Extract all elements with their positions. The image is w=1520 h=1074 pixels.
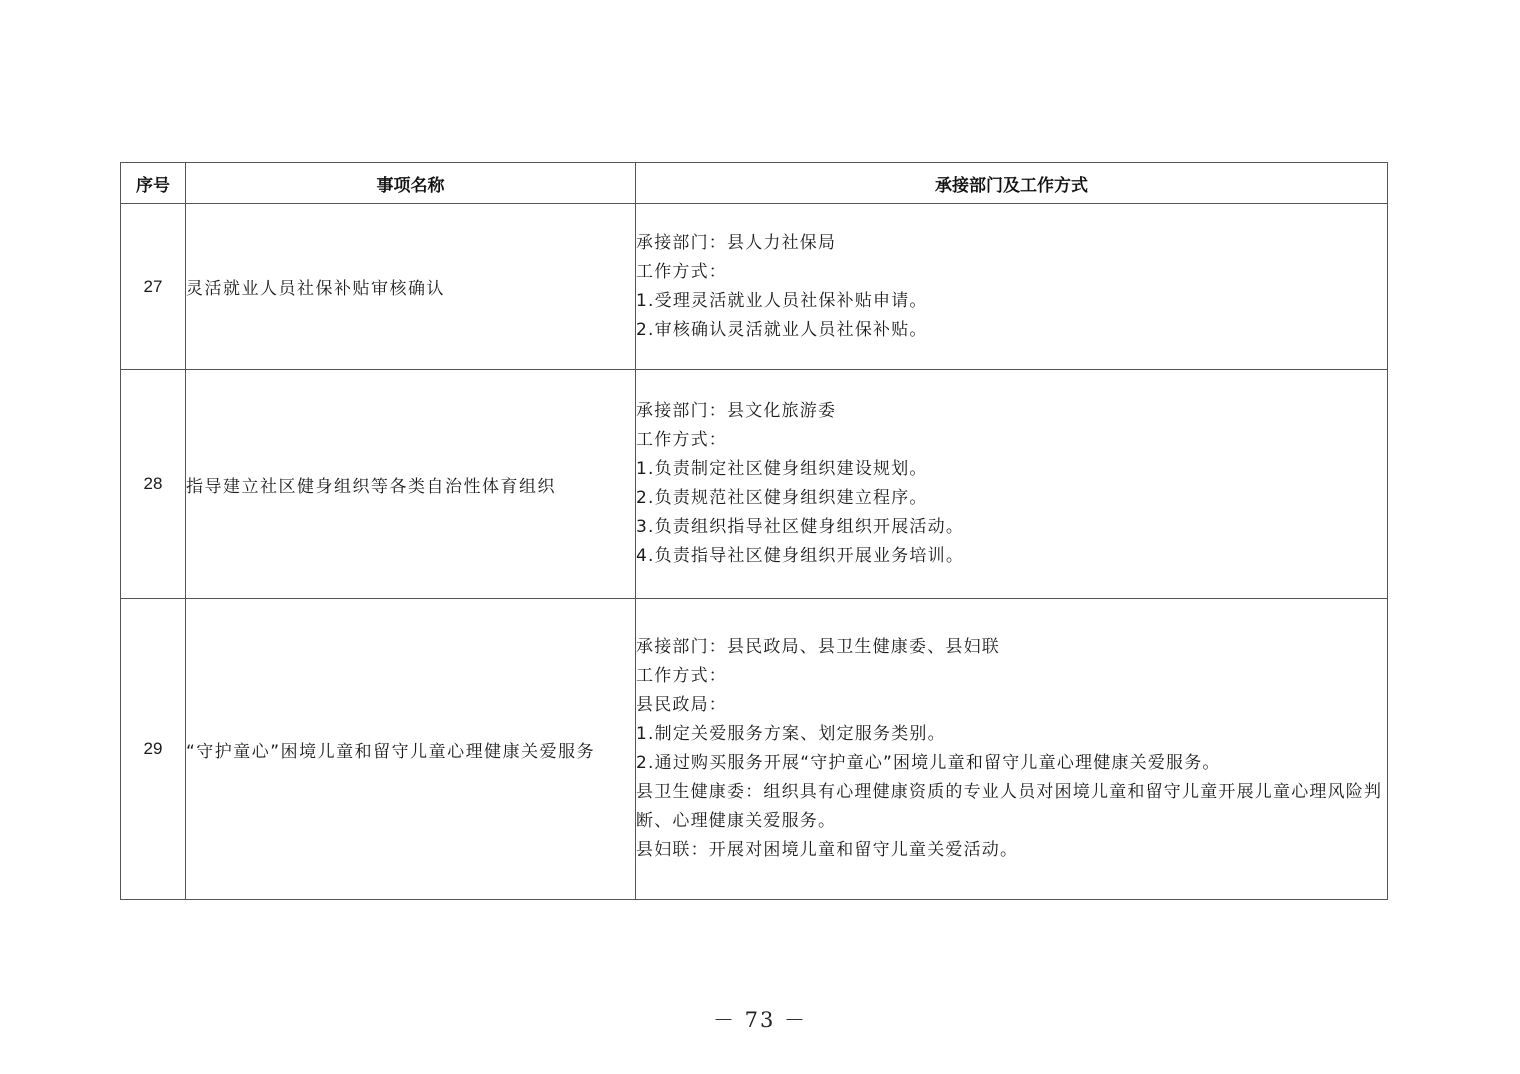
row-number: 28 (121, 370, 186, 599)
matter-name: 指导建立社区健身组织等各类自治性体育组织 (186, 370, 636, 599)
department-method-cell (636, 204, 1388, 370)
dept-line: 工作方式： (636, 261, 727, 282)
table-row (121, 370, 1388, 599)
table-row (121, 204, 1388, 370)
page-number: － 73 － (712, 1008, 808, 1032)
department-method-cell (636, 599, 1388, 900)
dept-line: 1.制定关爱服务方案、划定服务类别。 (636, 724, 946, 744)
matter-name: 灵活就业人员社保补贴审核确认 (186, 204, 636, 370)
table-header-row (121, 163, 1388, 204)
header-department-method: 承接部门及工作方式 (636, 163, 1388, 204)
row-number: 29 (121, 599, 186, 900)
department-method-cell (636, 370, 1388, 599)
dept-line: 1.受理灵活就业人员社保补贴申请。 (636, 290, 928, 311)
dept-line: 2.通过购买服务开展“守护童心”困境儿童和留守儿童心理健康关爱服务。 (636, 753, 1221, 773)
dept-line: 县卫生健康委：组织具有心理健康资质的专业人员对困境儿童和留守儿童开展儿童心理风险判断、心理健康关爱服务。 (636, 782, 1383, 831)
dept-line: 承接部门：县文化旅游委 (636, 401, 837, 421)
dept-line: 承接部门：县人力社保局 (636, 232, 837, 253)
dept-line: 4.负责指导社区健身组织开展业务培训。 (636, 546, 965, 566)
dept-line: 工作方式： (636, 430, 727, 450)
dept-line: 2.审核确认灵活就业人员社保补贴。 (636, 319, 928, 340)
dept-line: 县民政局： (636, 695, 727, 715)
dept-line: 3.负责组织指导社区健身组织开展活动。 (636, 517, 965, 537)
matters-table (120, 162, 1388, 900)
dept-line: 县妇联：开展对困境儿童和留守儿童关爱活动。 (636, 840, 1019, 860)
matter-name: “守护童心”困境儿童和留守儿童心理健康关爱服务 (186, 599, 636, 900)
dept-line: 工作方式： (636, 666, 727, 686)
dept-line: 2.负责规范社区健身组织建立程序。 (636, 488, 928, 508)
header-serial-number: 序号 (121, 163, 186, 204)
dept-line: 1.负责制定社区健身组织建设规划。 (636, 459, 928, 479)
dept-line: 承接部门：县民政局、县卫生健康委、县妇联 (636, 637, 1000, 657)
table-row (121, 599, 1388, 900)
row-number: 27 (121, 204, 186, 370)
header-matter-name: 事项名称 (186, 163, 636, 204)
